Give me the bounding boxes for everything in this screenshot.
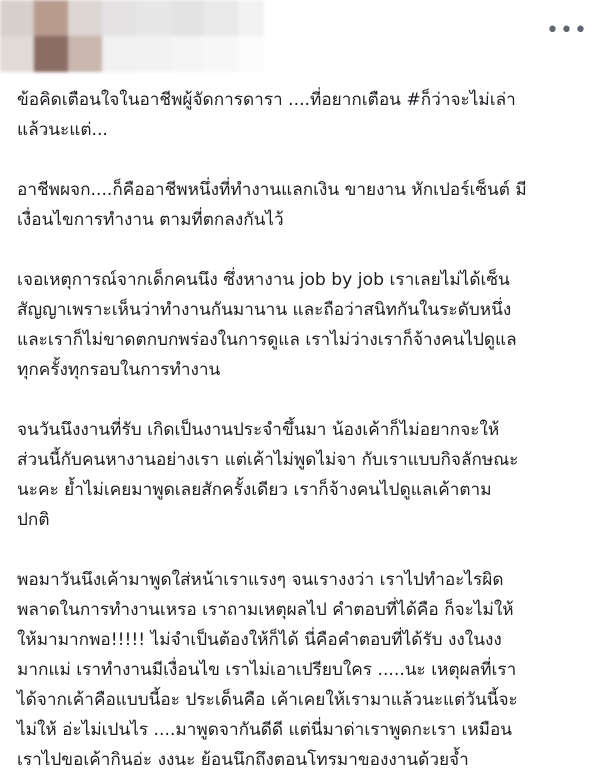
more-horizontal-icon: ••• (546, 18, 588, 43)
post-paragraph: เจอเหตุการณ์จากเด็กคนนึง ซึ่งหางาน job by job เราเลยไม่ได้เซ็น สัญญาเพราะเห็นว่าทำงานกันมานาน และถือว่าสนิทกันในระดับหนึ่ง และเราก็ไม่ขาดตกบกพร่องในการดูแล เราไม่ว่างเราก็จ้างคนไปดูแล ทุกครั้งทุกรอบในการทำงาน (17, 270, 517, 380)
post-header (0, 0, 600, 70)
post-paragraph: ข้อคิดเตือนใจในอาชีพผู้จัดการดารา ....ที่อยากเตือน #ก็ว่าจะไม่เล่า แล้วนะแต่... (17, 90, 516, 140)
post-paragraph: อาชีพผจก....ก็คืออาชีพหนึ่งที่ทำงานแลกเงิน ขายงาน หักเปอร์เซ็นต์ มี เงื่อนไขการทำงาน ตามที่ตกลงกันไว้ (17, 180, 527, 230)
more-options-button[interactable] (546, 18, 588, 43)
post-paragraph: จนวันนึงงานที่รับ เกิดเป็นงานประจำขึ้นมา น้องเค้าก็ไม่อยากจะให้ ส่วนนี้กับคนหางานอย่างเรา แต่เค้าไม่พูดไม่จา กับเราแบบกิจลักษณะ นะคะ ย้ำไม่เคยมาพูดเลยสักครั้งเดียว เราก็จ้างคนไปดูแลเค้าตาม ปกติ (17, 420, 519, 530)
blurred-avatar-and-name (0, 0, 270, 72)
post-text (17, 85, 587, 775)
post-paragraph: พอมาวันนึงเค้ามาพูดใส่หน้าเราแรงๆ จนเรางงว่า เราไปทำอะไรผิด พลาดในการทำงานเหรอ เราถามเหตุผลไป คำตอบที่ได้คือ ก็จะไม่ให้ ให้มามากพอ!!!!! ไม่จำเป็นต้องให้ก็ได้ นี่คือคำตอบที่ได้รับ งงในงง มากแม่ เราทำงานมีเงื่อนไข เราไม่เอาเปรียบใคร .....นะ เหตุผลที่เรา ได้จากเค้าคือแบบนี้อะ ประเด็นคือ เค้าเคยให้เรามาแล้วนะแต่วันนี้จะ ไม่ให้ อ่ะไม่เปนไร ....มาพูดจากันดีดี แต่นี่มาด่าเราพูดกะเรา เหมือน เราไปขอเค้ากินอ่ะ งงนะ ย้อนนึกถึงตอนโทรมาของงานด้วยจ้ำ (17, 570, 518, 770)
